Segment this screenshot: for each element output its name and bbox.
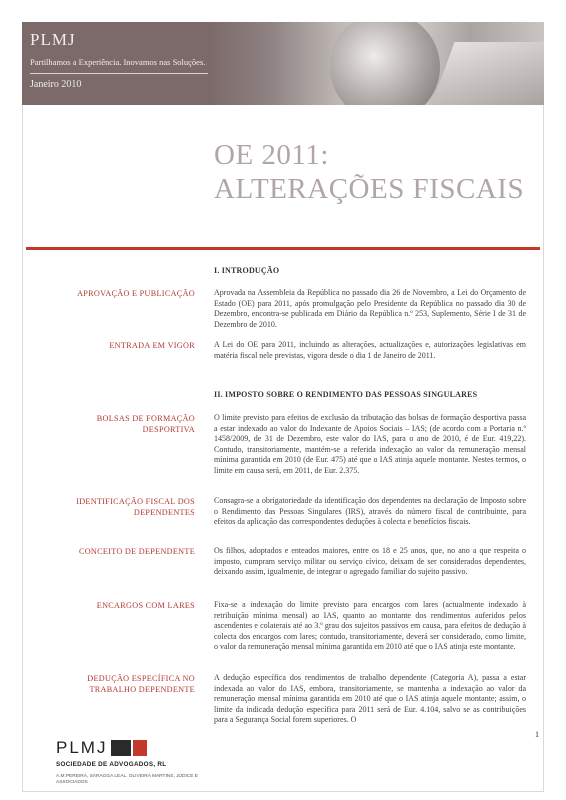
logo-subtitle: SOCIEDADE DE ADVOGADOS, RL xyxy=(56,761,167,768)
header-divider xyxy=(30,73,208,74)
label-entrada-vigor: ENTRADA EM VIGOR xyxy=(109,341,195,350)
brand-name: PLMJ xyxy=(30,30,76,49)
header-photo xyxy=(210,22,544,105)
label-encargos-lares: ENCARGOS COM LARES xyxy=(96,601,195,610)
logo-black-block xyxy=(111,740,131,756)
para-conceito: Os filhos, adoptados e enteados maiores, entre os 18 e 25 anos, que, no ano a que respeita o imposto, cumpram serviço militar ou serviço cívico, deixam de ser considerados dependentes, deixando assim, igualmente, de integrar o agregado familiar do sujeito passivo. xyxy=(214,546,526,577)
logo-mark xyxy=(56,738,196,758)
para-aprovacao: Aprovada na Assembleia da República no passado dia 26 de Novembro, a Lei do Orçamento de Estado (OE) para 2011, após promulgação pelo Presidente da República no passado dia 30 de Dezembro, encontra-se publicada em Diário da República n.º 253, Suplemento, Série I de 31 de Dezembro de 2010. xyxy=(214,288,526,329)
title-line-2: ALTERAÇÕES FISCAIS xyxy=(214,173,525,205)
label-identificacao: IDENTIFICAÇÃO FISCAL DOS DEPENDENTES xyxy=(76,497,195,517)
para-identificacao: Consagra-se a obrigatoriedade da identificação dos dependentes na declaração de Imposto sobre o Rendimento das Pessoas Singulares (IRS), através do número fiscal de contribuinte, para efeitos da aplicação das correspondentes deduções à colecta e benefícios fiscais. xyxy=(214,496,526,527)
section-heading-introducao: I. INTRODUÇÃO xyxy=(214,266,280,275)
para-bolsas: O limite previsto para efeitos de exclusão da tributação das bolsas de formação desportiva passa a estar indexado ao valor do Indexante de Apoios Sociais – IAS; (de acordo com a Portaria n.º 1458/2009, de 31 de Dezembro, este valor do IAS, para o ano de 2010, é de Eur. 419,22). Contudo, transitoriamente, mantém-se a referida indexação ao valor da remuneração mensal mínima garantida em 2010 (de Eur. 475) até que o IAS atinja aquele montante. Nestes termos, o limite em causa será, em 2011, de Eur. 2.375. xyxy=(214,413,526,475)
label-aprovacao: APROVAÇÃO E PUBLICAÇÃO xyxy=(77,289,195,298)
brand-tagline: Partilhamos a Experiência. Inovamos nas Soluções. xyxy=(30,57,206,67)
section-heading-irs: II. IMPOSTO SOBRE O RENDIMENTO DAS PESSOAS SINGULARES xyxy=(214,390,478,399)
para-encargos-lares: Fixa-se a indexação do limite previsto para encargos com lares (actualmente indexado à retribuição mínima mensal) ao IAS, quanto ao montante dos rendimentos auferidos pelos ascendentes e colaterais até ao 3.º grau dos sujeitos passivos em causa, para efeitos de dedução à colecta dos encargos com lares; contudo, transitoriamente, deverá ser considerado, como limite, o valor da remuneração mensal mínima garantida em 2010 até que o IAS atinja este montante. xyxy=(214,600,526,652)
logo-partner-names: A.M.PEREIRA, SÁRAGGA LEAL, OLIVEIRA MARTINS, JÚDICE E ASSOCIADOS xyxy=(56,774,198,785)
header-photo-shape xyxy=(425,42,544,105)
document-title xyxy=(214,138,534,206)
label-conceito: CONCEITO DE DEPENDENTE xyxy=(78,547,195,556)
page-number: 1 xyxy=(535,730,539,739)
footer-logo xyxy=(56,738,196,786)
title-rule xyxy=(26,247,540,250)
para-entrada-vigor: A Lei do OE para 2011, incluindo as alterações, actualizações e, autorizações legislativas em matéria fiscal nele previstas, vigora desde o dia 1 de Janeiro de 2011. xyxy=(214,340,526,360)
label-bolsas: BOLSAS DE FORMAÇÃO DESPORTIVA xyxy=(96,414,195,434)
header-brand-block xyxy=(30,30,208,92)
header-photo-shape xyxy=(330,22,440,105)
para-deducao-especifica: A dedução específica dos rendimentos de trabalho dependente (Categoria A), passa a estar indexada ao valor do IAS, embora, transitoriamente, se mantenha a indexação ao valor da remuneração mensal mínima garantida em 2010 até que o IAS atinja aquele montante; assim, o limite da indicada dedução específica para 2011 será de Eur. 4.104, salvo se as contribuições para a Segurança Social forem superiores. O xyxy=(214,673,526,725)
logo-wordmark: PLMJ xyxy=(56,738,108,757)
logo-red-block xyxy=(133,740,147,756)
label-deducao-especifica: DEDUÇÃO ESPECÍFICA NO TRABALHO DEPENDENTE xyxy=(87,674,195,694)
title-line-1: OE 2011: xyxy=(214,139,329,171)
issue-date: Janeiro 2010 xyxy=(30,79,82,90)
